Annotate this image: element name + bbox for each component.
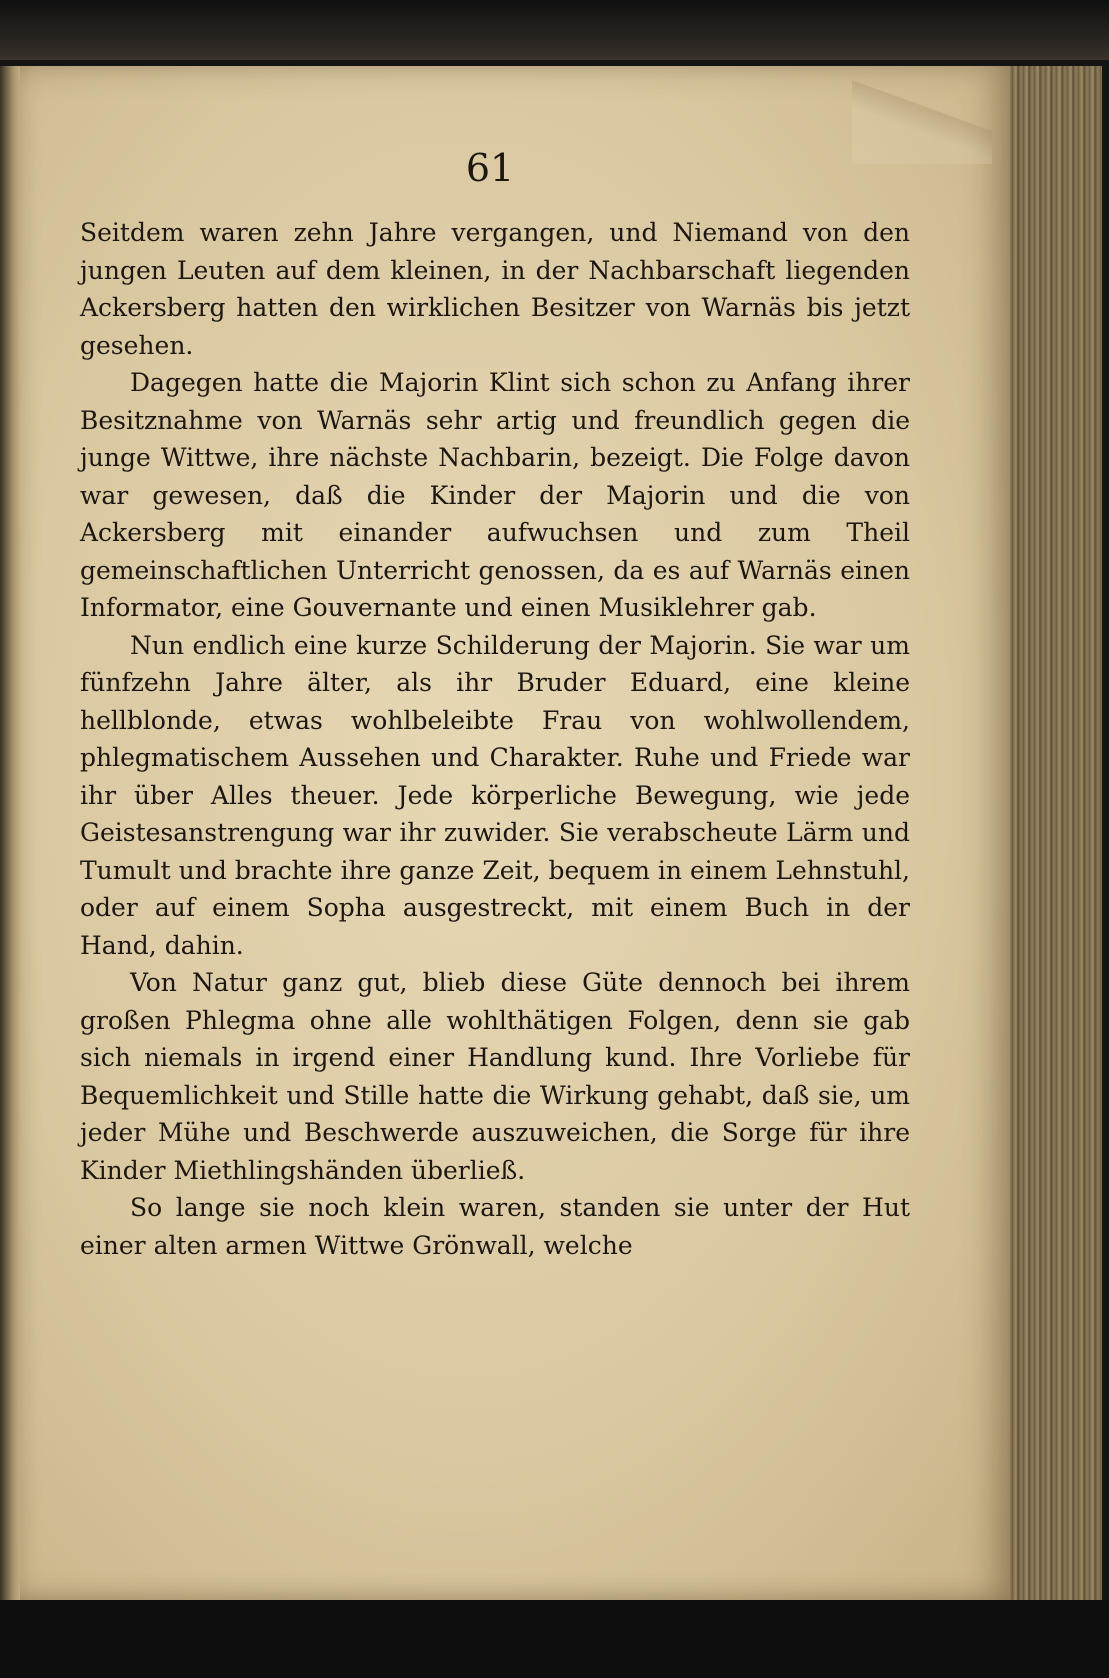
book-top-edge [0, 0, 1109, 60]
paragraph: Nun endlich eine kurze Schilderung der Majorin. Sie war um fünfzehn Jahre älter, als ihr Bruder Eduard, eine kleine hellblonde, etwas wohlbeleibte Frau von wohlwollendem, phlegmatischem Aussehen und Charakter. Ruhe und Friede war ihr über Alles theuer. Jede körperliche Bewegung, wie jede Geistesanstrengung war ihr zuwider. Sie verabscheute Lärm und Tumult und brachte ihre ganze Zeit, bequem in einem Lehnstuhl, oder auf einem Sopha ausgestreckt, mit einem Buch in der Hand, dahin. [80, 630, 910, 960]
paragraph: Von Natur ganz gut, blieb diese Güte dennoch bei ihrem großen Phlegma ohne alle wohlthätigen Folgen, denn sie gab sich niemals in irgend einer Handlung kund. Ihre Vorliebe für Bequemlichkeit und Stille hatte die Wirkung gehabt, daß sie, um jeder Mühe und Beschwerde auszuweichen, die Sorge für ihre Kinder Miethlingshänden überließ. [80, 968, 910, 1185]
page-edges [1000, 66, 1102, 1611]
book-page [20, 66, 1010, 1606]
paragraph: So lange sie noch klein waren, standen sie unter der Hut einer alten armen Wittwe Grönwall, welche [80, 1193, 910, 1260]
paragraph: Dagegen hatte die Majorin Klint sich schon zu Anfang ihrer Besitznahme von Warnäs sehr artig und freundlich gegen die junge Wittwe, ihre nächste Nachbarin, bezeigt. Die Folge davon war gewesen, daß die Kinder der Majorin und die von Ackersberg mit einander aufwuchsen und zum Theil gemeinschaftlichen Unterricht genossen, da es auf Warnäs einen Informator, eine Gouvernante und einen Musiklehrer gab. [80, 368, 910, 622]
page-number: 61 [465, 146, 515, 190]
paragraph: Seitdem waren zehn Jahre vergangen, und Niemand von den jungen Leuten auf dem kleinen, in der Nachbarschaft liegenden Ackersberg hatten den wirklichen Besitzer von Warnäs bis jetzt gesehen. [80, 218, 910, 360]
book-binding [0, 66, 22, 1611]
body-text [80, 214, 910, 1264]
book-bottom-edge [0, 1600, 1109, 1678]
